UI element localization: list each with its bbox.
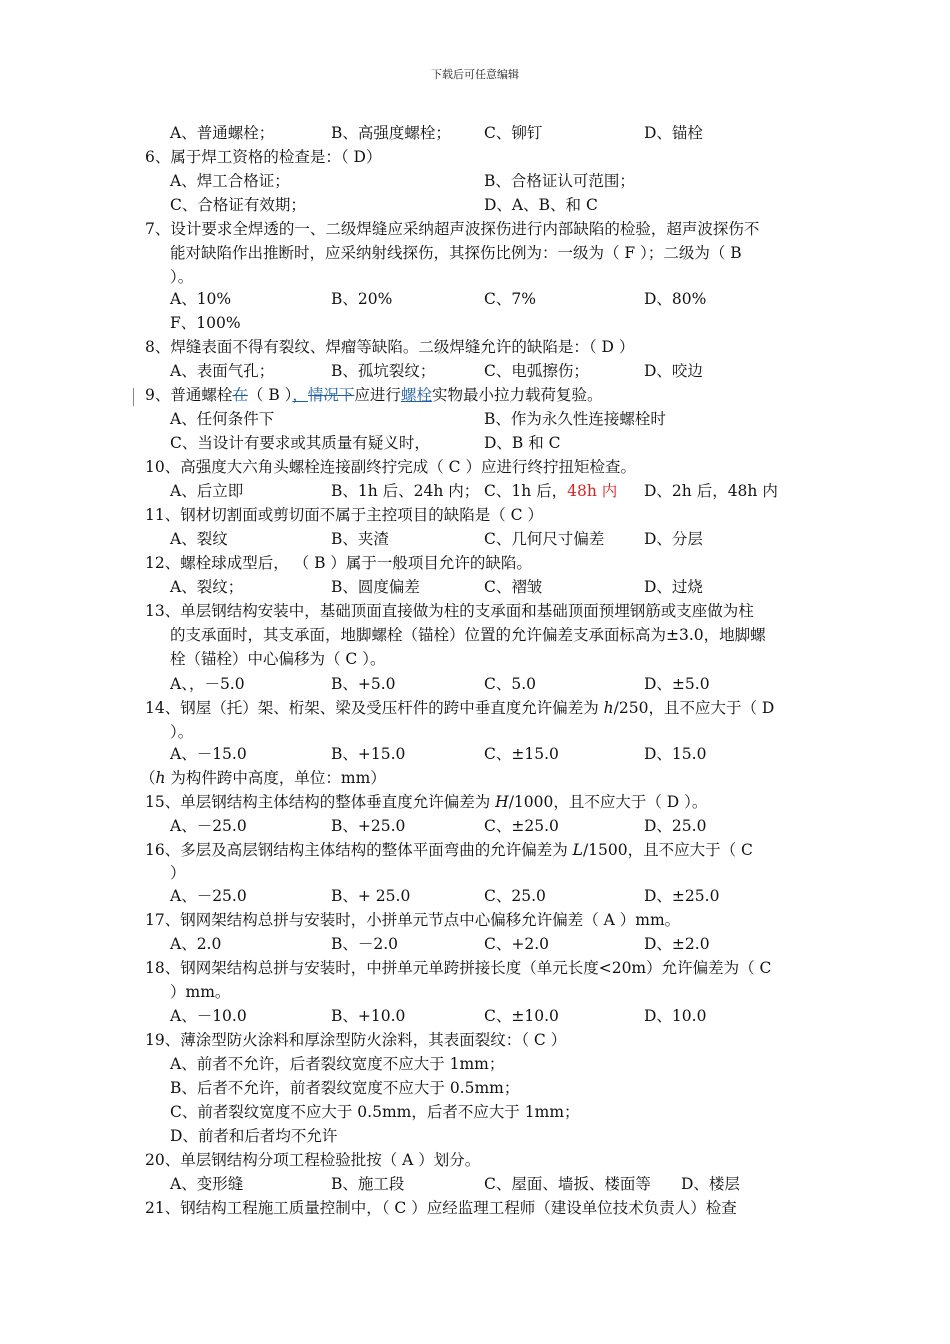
q13-stem-line2: 的支承面时，其支承面，地脚螺栓（锚栓）位置的允许偏差支承面标高为±3.0，地脚螺 xyxy=(170,626,766,644)
q21-stem: 21、钢结构工程施工质量控制中，（ C ）应经监理工程师（建设单位技术负责人）检查 xyxy=(145,1199,737,1217)
option-a: A、表面气孔； xyxy=(170,362,275,380)
option-d: D、B 和 C xyxy=(484,434,561,452)
inserted-text: ， xyxy=(292,386,308,404)
option-c: C、褶皱 xyxy=(484,578,543,596)
q14-text-2: /250，且不应大于（ D xyxy=(613,699,775,717)
option-c: C、+2.0 xyxy=(484,935,549,953)
q14-text-1: 14、钢屋（托）架、桁架、梁及受压杆件的跨中垂直度允许偏差为 xyxy=(145,699,604,717)
q14-stem-line1 xyxy=(145,696,774,720)
page-header: 下载后可任意编辑 xyxy=(431,68,519,81)
option-b: B、施工段 xyxy=(331,1175,405,1193)
option-b: B、+25.0 xyxy=(331,817,406,835)
q14-note-2: 为构件跨中高度，单位：mm） xyxy=(165,769,386,787)
option-a: A、2.0 xyxy=(170,935,222,953)
option-c: C、铆钉 xyxy=(484,124,543,142)
q16-text-1: 16、多层及高层钢结构主体结构的整体平面弯曲的允许偏差为 xyxy=(145,841,573,859)
option-c: C、±10.0 xyxy=(484,1007,559,1025)
option-c: C、屋面、墙扳、楼面等 xyxy=(484,1175,651,1193)
option-c: C、合格证有效期； xyxy=(170,196,306,214)
option-d: D、A、B、和 C xyxy=(484,196,598,214)
q14-note-1: （ xyxy=(140,769,156,787)
option-a: A、－25.0 xyxy=(170,887,247,905)
option-c: C、7% xyxy=(484,290,536,308)
q18-stem-line1: 18、钢网架结构总拼与安装时，中拼单元单跨拼接长度（单元长度<20m）允许偏差为（ C xyxy=(145,959,772,977)
q9-text-3: 应进行 xyxy=(354,386,401,404)
option-a: A、裂纹 xyxy=(170,530,228,548)
option-b: B、孤坑裂纹； xyxy=(331,362,436,380)
option-b: B、+10.0 xyxy=(331,1007,406,1025)
option-b: B、作为永久性连接螺栓时 xyxy=(484,410,666,428)
option-b: B、+5.0 xyxy=(331,675,396,693)
deleted-text: 在 xyxy=(232,386,248,404)
q13-stem-line3: 栓（锚栓）中心偏移为（ C ）。 xyxy=(170,650,386,668)
q14-variable: h xyxy=(603,699,614,717)
q19-option-d: D、前者和后者均不允许 xyxy=(170,1127,338,1145)
option-c: C、5.0 xyxy=(484,675,537,693)
q16-stem-line2: ） xyxy=(170,864,186,882)
option-b: B、20% xyxy=(331,290,393,308)
q18-stem-line2: ）mm。 xyxy=(170,983,231,1001)
option-b: B、－2.0 xyxy=(331,935,399,953)
q13-stem-line1: 13、单层钢结构安装中，基础顶面直接做为柱的支承面和基础顶面预埋钢筋或支座做为柱 xyxy=(145,602,754,620)
q16-stem-line1 xyxy=(145,838,753,862)
option-a: A、，－5.0 xyxy=(170,675,245,693)
option-d: D、80% xyxy=(644,290,707,308)
option-a: A、－25.0 xyxy=(170,817,247,835)
option-b: B、+15.0 xyxy=(331,745,406,763)
option-c-highlight: 48h 内 xyxy=(567,482,618,500)
q7-stem-line2: 能对缺陷作出推断时，应采纳射线探伤，其探伤比例为：一级为（ F ）；二级为（ B xyxy=(170,244,742,262)
option-d: D、分层 xyxy=(644,530,703,548)
option-d: D、±25.0 xyxy=(644,887,720,905)
q19-stem: 19、薄涂型防火涂料和厚涂型防火涂料，其表面裂纹：（ C ） xyxy=(145,1031,567,1049)
option-a: A、焊工合格证； xyxy=(170,172,290,190)
q15-stem xyxy=(145,790,707,814)
option-c: C、几何尺寸偏差 xyxy=(484,530,605,548)
option-d: D、25.0 xyxy=(644,817,707,835)
option-d: D、咬边 xyxy=(644,362,703,380)
q9-text-4: 实物最小拉力载荷复验。 xyxy=(431,386,603,404)
option-c: C、电弧擦伤； xyxy=(484,362,589,380)
option-d: D、15.0 xyxy=(644,745,707,763)
option-b: B、1h 后、24h 内； xyxy=(331,482,480,500)
q15-text-1: 15、单层钢结构主体结构的整体垂直度允许偏差为 xyxy=(145,793,496,811)
option-d: D、10.0 xyxy=(644,1007,707,1025)
option-d: D、锚栓 xyxy=(644,124,703,142)
q19-option-b: B、后者不允许，前者裂纹宽度不应大于 0.5mm； xyxy=(170,1079,520,1097)
option-c: C、当设计有要求或其质量有疑义时， xyxy=(170,434,430,452)
option-a: A、普通螺栓； xyxy=(170,124,275,142)
q9-text-2: （ B ） xyxy=(247,386,293,404)
q10-stem: 10、高强度大六角头螺栓连接副终拧完成（ C ）应进行终拧扭矩检查。 xyxy=(145,458,636,476)
q12-stem: 12、螺栓球成型后， （ B ）属于一般项目允许的缺陷。 xyxy=(145,554,532,572)
option-b: B、+ 25.0 xyxy=(331,887,411,905)
option-b: B、夹渣 xyxy=(331,530,389,548)
q7-option-f: F、100% xyxy=(170,314,241,332)
option-c: C、±15.0 xyxy=(484,745,559,763)
q9-stem xyxy=(145,383,602,407)
option-d: D、±5.0 xyxy=(644,675,710,693)
option-a: A、－15.0 xyxy=(170,745,247,763)
q20-stem: 20、单层钢结构分项工程检验批按（ A ）划分。 xyxy=(145,1151,481,1169)
option-a: A、任何条件下 xyxy=(170,410,275,428)
q9-text-1: 9、普通螺栓 xyxy=(145,386,233,404)
option-c-text: C、1h 后， xyxy=(484,482,568,500)
q11-stem: 11、钢材切割面或剪切面不属于主控项目的缺陷是（ C ） xyxy=(145,506,543,524)
option-c xyxy=(484,479,617,503)
q19-option-c: C、前者裂纹宽度不应大于 0.5mm，后者不应大于 1mm； xyxy=(170,1103,580,1121)
option-c: C、±25.0 xyxy=(484,817,559,835)
inserted-text: 螺栓 xyxy=(400,386,432,404)
option-a: A、裂纹； xyxy=(170,578,244,596)
q14-stem-line2: ）。 xyxy=(170,723,194,741)
option-d: D、2h 后，48h 内 xyxy=(644,482,778,500)
q17-stem: 17、钢网架结构总拼与安装时，小拼单元节点中心偏移允许偏差（ A ）mm。 xyxy=(145,911,681,929)
q14-note xyxy=(140,766,386,790)
q7-stem-line3: ）。 xyxy=(170,268,194,286)
option-a: A、变形缝 xyxy=(170,1175,244,1193)
q14-note-variable: h xyxy=(155,769,166,787)
option-b: B、高强度螺栓； xyxy=(331,124,451,142)
q7-stem-line1: 7、设计要求全焊透的一、二级焊缝应采纳超声波探伤进行内部缺陷的检验，超声波探伤不 xyxy=(145,220,760,238)
option-d: D、过烧 xyxy=(644,578,703,596)
q15-text-2: /1000，且不应大于（ D ）。 xyxy=(508,793,708,811)
q15-variable: H xyxy=(495,793,509,811)
option-a: A、－10.0 xyxy=(170,1007,247,1025)
q8-stem: 8、焊缝表面不得有裂纹、焊瘤等缺陷。二级焊缝允许的缺陷是：（ D ） xyxy=(145,338,635,356)
q16-variable: L xyxy=(572,841,583,859)
revision-bar xyxy=(133,388,134,406)
option-d: D、±2.0 xyxy=(644,935,710,953)
q19-option-a: A、前者不允许，后者裂纹宽度不应大于 1mm； xyxy=(170,1055,505,1073)
option-a: A、10% xyxy=(170,290,232,308)
option-c: C、25.0 xyxy=(484,887,546,905)
deleted-text: 情况下 xyxy=(307,386,355,404)
option-a: A、后立即 xyxy=(170,482,244,500)
q16-text-2: /1500，且不应大于（ C xyxy=(582,841,753,859)
option-b: B、圆度偏差 xyxy=(331,578,420,596)
q6-stem: 6、属于焊工资格的检查是：（ D） xyxy=(145,148,382,166)
option-b: B、合格证认可范围； xyxy=(484,172,635,190)
option-d: D、楼层 xyxy=(681,1175,740,1193)
